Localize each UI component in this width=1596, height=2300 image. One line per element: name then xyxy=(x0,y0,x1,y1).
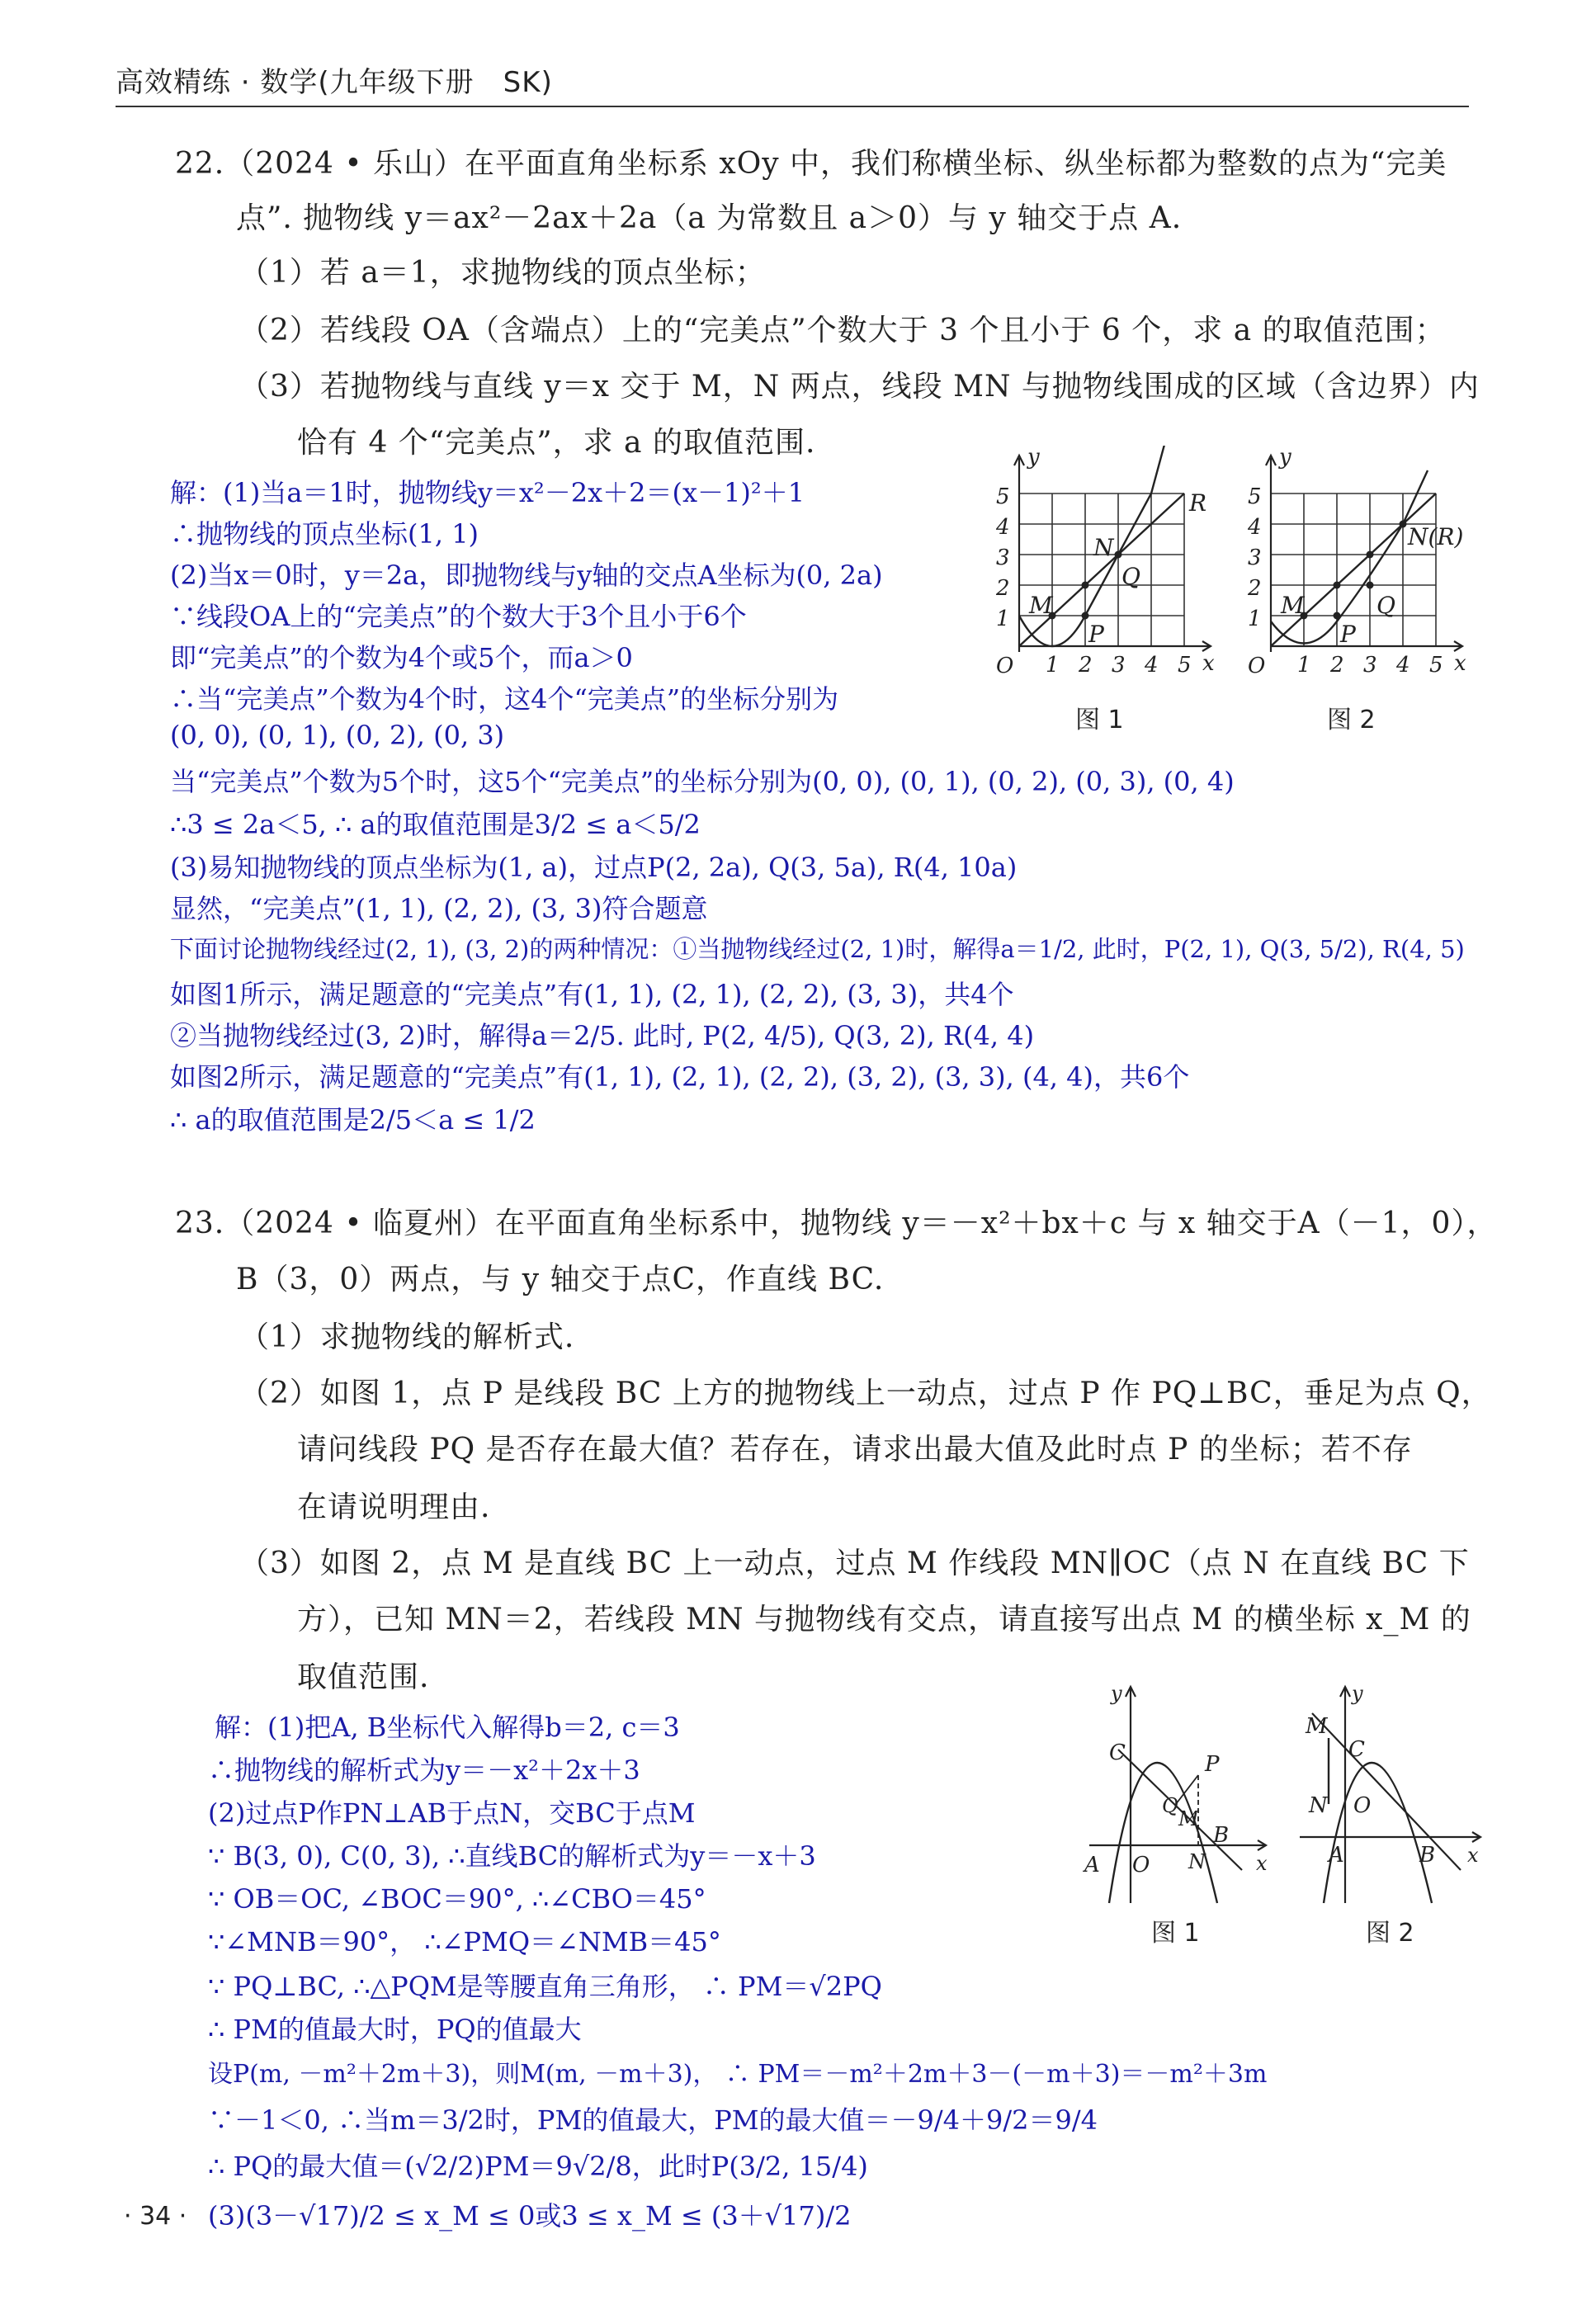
tick-label: 5 xyxy=(996,484,1010,509)
q23-solution-line: ∴抛物线的解析式为y＝－x²＋2x＋3 xyxy=(208,1755,640,1786)
q22-solution-line: ∴3 ≤ 2a＜5, ∴ a的取值范围是3/2 ≤ a＜5/2 xyxy=(170,809,701,840)
q22-line: 点”. 抛物线 y＝ax²－2ax＋2a（a 为常数且 a＞0）与 y 轴交于点 A. xyxy=(236,201,1183,235)
figure-caption: 图 2 xyxy=(1327,706,1376,734)
y-axis-label: y xyxy=(1279,446,1291,470)
figure-caption: 图 1 xyxy=(1075,706,1124,734)
q22-solution-line: 如图2所示，满足题意的“完美点”有(1, 1), (2, 1), (2, 2), (3, 2), (3, 3), (4, 4)，共6个 xyxy=(170,1061,1190,1093)
tick-label: 4 xyxy=(1248,515,1262,540)
point-label-r: R xyxy=(1189,489,1207,517)
tick-label: 2 xyxy=(996,576,1010,601)
figure-caption: 图 2 xyxy=(1366,1919,1414,1948)
q23-figure-1 xyxy=(1073,1680,1271,1953)
parabola xyxy=(1109,1763,1217,1903)
point-label-m: M xyxy=(1306,1714,1328,1739)
q23-figure-2 xyxy=(1287,1680,1485,1953)
point-label-m: M xyxy=(1281,592,1305,619)
x-axis-label: x xyxy=(1202,651,1215,676)
point-label-o: O xyxy=(1353,1793,1372,1818)
origin-label: O xyxy=(1248,654,1266,678)
q22-figure-2 xyxy=(1238,446,1477,751)
q23-line: 请问线段 PQ 是否存在最大值？若存在，请求出最大值及此时点 P 的坐标；若不存 xyxy=(297,1433,1413,1466)
point-label-n: N xyxy=(1093,534,1114,561)
tick-label: 1 xyxy=(996,607,1010,631)
figure-caption: 图 1 xyxy=(1151,1919,1200,1948)
point-label-p: P xyxy=(1088,621,1104,648)
q22-solution-line: 显然，“完美点”(1, 1), (2, 2), (3, 3)符合题意 xyxy=(170,893,708,924)
tick-label: 4 xyxy=(1396,653,1410,678)
q23-solution-line: ∵－1＜0, ∴当m＝3/2时，PM的值最大，PM的最大值＝－9/4＋9/2＝9/4 xyxy=(208,2104,1098,2136)
q23-solution-line: 设P(m, －m²＋2m＋3)，则M(m, －m＋3)， ∴ PM＝－m²＋2m＋3－(－m＋3)＝－m²＋3m xyxy=(208,2060,1268,2089)
q23-solution-line: ∴ PQ的最大值＝(√2/2)PM＝9√2/8，此时P(3/2, 15/4) xyxy=(208,2151,868,2182)
page-header: 高效精练 · 数学(九年级下册 SK) xyxy=(116,66,553,99)
q22-solution-line: 即“完美点”的个数为4个或5个，而a＞0 xyxy=(170,642,633,673)
q23-solution-line: (3)(3－√17)/2 ≤ x_M ≤ 0或3 ≤ x_M ≤ (3＋√17)/2 xyxy=(208,2200,852,2232)
point-label-b: B xyxy=(1213,1823,1230,1848)
q23-line: B（3，0）两点，与 y 轴交于点C，作直线 BC. xyxy=(236,1263,885,1296)
q23-solution-line: ∵ B(3, 0), C(0, 3), ∴直线BC的解析式为y＝－x＋3 xyxy=(208,1840,816,1872)
q22-solution-line: ∴ a的取值范围是2/5＜a ≤ 1/2 xyxy=(170,1104,536,1136)
q23-solution-line: ∴ PM的值最大时，PQ的值最大 xyxy=(208,2014,582,2045)
q22-line: （2）若线段 OA（含端点）上的“完美点”个数大于 3 个且小于 6 个，求 a 的取值范围； xyxy=(239,314,1446,347)
q23-line: （2）如图 1，点 P 是线段 BC 上方的抛物线上一动点，过点 P 作 PQ⊥BC，垂足为点 Q， xyxy=(239,1377,1492,1410)
x-axis-label: x xyxy=(1454,651,1466,676)
q22-line: （1）若 a＝1，求抛物线的顶点坐标； xyxy=(239,256,766,290)
point-label-q: Q xyxy=(1162,1794,1178,1817)
q22-solution-line: ∴抛物线的顶点坐标(1, 1) xyxy=(170,518,479,550)
q23-line: （1）求抛物线的解析式. xyxy=(239,1320,575,1354)
point-label-a: A xyxy=(1084,1853,1100,1877)
origin-label: O xyxy=(996,654,1014,678)
point-label-n: N(R) xyxy=(1408,523,1464,550)
tick-label: 1 xyxy=(1046,653,1060,678)
q23-solution-line: (2)过点P作PN⊥AB于点N，交BC于点M xyxy=(208,1797,696,1829)
tick-label: 2 xyxy=(1248,576,1262,601)
q22-solution-line: (2)当x＝0时，y＝2a，即抛物线与y轴的交点A坐标为(0, 2a) xyxy=(170,560,883,591)
point-label-a: A xyxy=(1329,1843,1344,1868)
q22-solution-line: 解：(1)当a＝1时，抛物线y＝x²－2x＋2＝(x－1)²＋1 xyxy=(170,477,805,508)
q22-solution-line: ②当抛物线经过(3, 2)时，解得a＝2/5. 此时, P(2, 4/5), Q(3, 2), R(4, 4) xyxy=(170,1020,1035,1051)
x-axis-label: x xyxy=(1256,1852,1268,1875)
q22-solution-line: (0, 0), (0, 1), (0, 2), (0, 3) xyxy=(170,720,505,751)
x-axis-label: x xyxy=(1467,1844,1479,1867)
q23-line: 方），已知 MN＝2，若线段 MN 与抛物线有交点，请直接写出点 M 的横坐标 x_M 的 xyxy=(297,1603,1471,1636)
q23-solution-line: ∵ OB＝OC, ∠BOC＝90°, ∴∠CBO＝45° xyxy=(208,1883,706,1915)
point-label-q: Q xyxy=(1121,563,1140,590)
tick-label: 5 xyxy=(1429,653,1443,678)
point-label-o: O xyxy=(1132,1853,1150,1877)
q22-solution-line: 当“完美点”个数为5个时，这5个“完美点”的坐标分别为(0, 0), (0, 1), (0, 2), (0, 3), (0, 4) xyxy=(170,766,1235,797)
tick-label: 5 xyxy=(1178,653,1192,678)
q22-line: （3）若抛物线与直线 y＝x 交于 M，N 两点，线段 MN 与抛物线围成的区域（含边界）内 xyxy=(239,370,1480,404)
q23-line: 取值范围. xyxy=(297,1660,430,1694)
tick-label: 1 xyxy=(1297,653,1311,678)
q22-figure-1 xyxy=(986,446,1225,751)
q23-solution-line: ∵ PQ⊥BC, ∴△PQM是等腰直角三角形， ∴ PM＝√2PQ xyxy=(208,1971,882,2002)
page-number: · 34 · xyxy=(124,2202,187,2231)
tick-label: 4 xyxy=(996,515,1010,540)
y-axis-label: y xyxy=(1352,1682,1363,1705)
y-axis-label: y xyxy=(1027,446,1040,470)
q22-solution-line: (3)易知抛物线的顶点坐标为(1, a)，过点P(2, 2a), Q(3, 5a), R(4, 10a) xyxy=(170,852,1018,883)
tick-label: 3 xyxy=(1112,653,1126,678)
q22-line: 恰有 4 个“完美点”，求 a 的取值范围. xyxy=(297,426,816,460)
tick-label: 3 xyxy=(1363,653,1377,678)
point-label-q: Q xyxy=(1376,592,1395,619)
tick-label: 5 xyxy=(1248,484,1262,509)
point-label-c: C xyxy=(1109,1740,1126,1765)
q23-line: （3）如图 2，点 M 是直线 BC 上一动点，过点 M 作线段 MN∥OC（点 N 在直线 BC 下 xyxy=(239,1547,1470,1580)
tick-label: 3 xyxy=(1248,545,1262,570)
point-label-p: P xyxy=(1340,621,1356,648)
q23-solution-line: 解：(1)把A, B坐标代入解得b＝2, c＝3 xyxy=(215,1712,680,1743)
q22-solution-line: 下面讨论抛物线经过(2, 1), (3, 2)的两种情况：①当抛物线经过(2, 1)时，解得a＝1/2, 此时，P(2, 1), Q(3, 5/2), R(4, 5) xyxy=(170,935,1465,963)
q23-solution-line: ∵∠MNB＝90°， ∴∠PMQ＝∠NMB＝45° xyxy=(208,1926,721,1958)
point-label-c: C xyxy=(1348,1737,1365,1762)
q22-solution-line: 如图1所示，满足题意的“完美点”有(1, 1), (2, 1), (2, 2), (3, 3)，共4个 xyxy=(170,979,1014,1010)
tick-label: 4 xyxy=(1145,653,1159,678)
tick-label: 2 xyxy=(1079,653,1093,678)
point-label-n: N xyxy=(1309,1793,1328,1818)
tick-label: 2 xyxy=(1330,653,1344,678)
tick-label: 3 xyxy=(996,545,1010,570)
point-label-p: P xyxy=(1205,1752,1220,1777)
q23-line: 在请说明理由. xyxy=(297,1490,491,1524)
point-label-m: M xyxy=(1029,592,1053,619)
q22-solution-line: ∵线段OA上的“完美点”的个数大于3个且小于6个 xyxy=(170,601,747,632)
q22-line: 22.（2024 • 乐山）在平面直角坐标系 xOy 中，我们称横坐标、纵坐标都为整数的点为“完美 xyxy=(175,147,1447,181)
tick-label: 1 xyxy=(1248,607,1262,631)
q23-line: 23.（2024 • 临夏州）在平面直角坐标系中，抛物线 y＝－x²＋bx＋c 与 x 轴交于A（－1，0）， xyxy=(175,1207,1498,1240)
header-rule xyxy=(116,106,1469,107)
q22-solution-line: ∴当“完美点”个数为4个时，这4个“完美点”的坐标分别为 xyxy=(170,683,839,715)
point-label-m: M xyxy=(1178,1807,1199,1830)
point-label-n: N xyxy=(1188,1850,1206,1873)
y-axis-label: y xyxy=(1111,1682,1122,1705)
point-label-b: B xyxy=(1419,1843,1436,1868)
